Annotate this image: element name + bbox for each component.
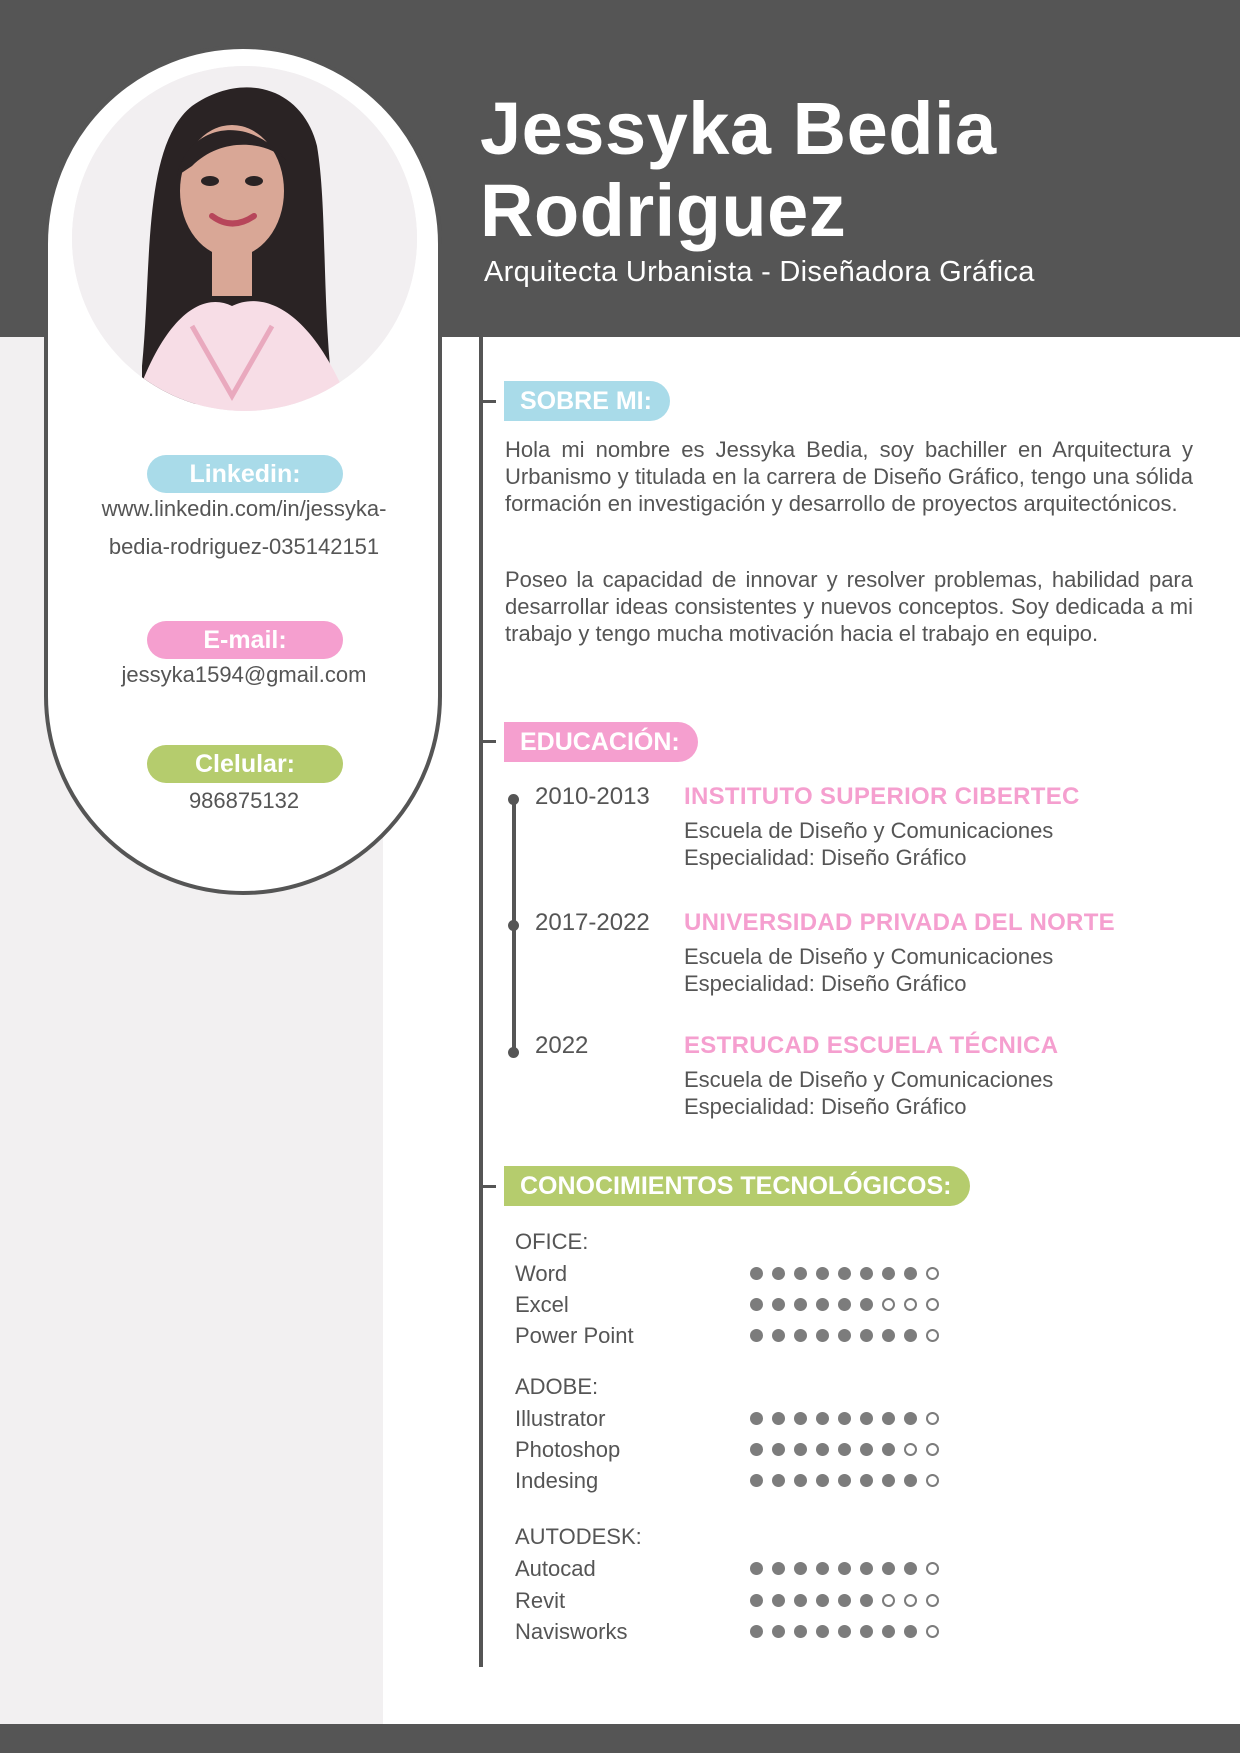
skill-group-adobe: ADOBE: <box>515 1374 599 1399</box>
education-specialty: Especialidad: Diseño Gráfico <box>684 845 967 870</box>
rating-dot-filled <box>860 1412 873 1425</box>
rating-dot-filled <box>904 1562 917 1575</box>
rating-dot-empty <box>926 1594 939 1607</box>
rating-dot-filled <box>772 1562 785 1575</box>
rating-dot-filled <box>772 1474 785 1487</box>
education-institution: UNIVERSIDAD PRIVADA DEL NORTE <box>684 909 1115 936</box>
rating-dot-empty <box>882 1298 895 1311</box>
timeline-tick-about <box>481 400 496 403</box>
rating-dot-filled <box>904 1329 917 1342</box>
rating-dot-filled <box>838 1329 851 1342</box>
rating-dot-filled <box>750 1443 763 1456</box>
rating-dot-filled <box>838 1474 851 1487</box>
rating-dot-filled <box>882 1625 895 1638</box>
about-paragraph-1: Hola mi nombre es Jessyka Bedia, soy bachiller en Arquitectura y Urbanismo y titulada en la carrera de Diseño Gráfico, tengo una sólida formación en investigación y desarrollo de proyectos arquitectónicos. <box>505 437 1193 516</box>
rating-dot-filled <box>904 1625 917 1638</box>
skill-rating <box>750 1443 948 1457</box>
skill-name: Illustrator <box>515 1406 606 1431</box>
phone-number: 986875132 <box>188 788 300 813</box>
skill-rating <box>750 1474 948 1488</box>
rating-dot-filled <box>816 1625 829 1638</box>
name-line-2: Rodriguez <box>480 169 847 252</box>
education-heading: EDUCACIÓN: <box>504 722 698 762</box>
skill-row <box>515 1320 955 1351</box>
rating-dot-filled <box>794 1329 807 1342</box>
rating-dot-filled <box>794 1562 807 1575</box>
rating-dot-filled <box>838 1625 851 1638</box>
skill-group-office: OFICE: <box>515 1229 589 1254</box>
rating-dot-filled <box>860 1594 873 1607</box>
rating-dot-filled <box>860 1267 873 1280</box>
skill-rating <box>750 1298 948 1312</box>
rating-dot-filled <box>904 1412 917 1425</box>
rating-dot-filled <box>772 1267 785 1280</box>
skill-row <box>515 1465 955 1496</box>
rating-dot-filled <box>838 1562 851 1575</box>
rating-dot-filled <box>750 1474 763 1487</box>
education-school: Escuela de Diseño y Comunicaciones <box>684 1067 1054 1092</box>
skill-name: Autocad <box>515 1556 596 1581</box>
full-name <box>480 88 1220 252</box>
rating-dot-filled <box>772 1329 785 1342</box>
linkedin-url-line-2: bedia-rodriguez-035142151 <box>108 534 380 559</box>
rating-dot-empty <box>904 1594 917 1607</box>
education-dot <box>508 920 519 931</box>
footer-band <box>0 1724 1240 1753</box>
rating-dot-filled <box>794 1474 807 1487</box>
education-years: 2010-2013 <box>535 783 650 810</box>
job-title: Arquitecta Urbanista - Diseñadora Gráfica <box>484 256 1035 288</box>
rating-dot-filled <box>750 1298 763 1311</box>
rating-dot-empty <box>926 1562 939 1575</box>
rating-dot-filled <box>816 1298 829 1311</box>
rating-dot-filled <box>816 1594 829 1607</box>
profile-photo <box>72 66 417 411</box>
skill-name: Excel <box>515 1292 569 1317</box>
rating-dot-filled <box>838 1594 851 1607</box>
about-heading: SOBRE MI: <box>504 381 670 421</box>
rating-dot-filled <box>860 1562 873 1575</box>
rating-dot-filled <box>772 1594 785 1607</box>
rating-dot-filled <box>838 1298 851 1311</box>
skill-name: Power Point <box>515 1323 634 1348</box>
rating-dot-filled <box>772 1298 785 1311</box>
rating-dot-empty <box>926 1412 939 1425</box>
education-school: Escuela de Diseño y Comunicaciones <box>684 944 1054 969</box>
skill-rating <box>750 1267 948 1281</box>
rating-dot-filled <box>882 1474 895 1487</box>
rating-dot-empty <box>882 1594 895 1607</box>
rating-dot-empty <box>926 1474 939 1487</box>
skill-row <box>515 1258 955 1289</box>
about-paragraph-2: Poseo la capacidad de innovar y resolver problemas, habilidad para desarrollar ideas consistentes y nuevos conceptos. Soy dedicada a mi trabajo y tengo mucha motivación hacia el trabajo en equipo. <box>505 567 1193 646</box>
skill-name: Revit <box>515 1588 566 1613</box>
skill-rating <box>750 1625 948 1639</box>
rating-dot-filled <box>838 1267 851 1280</box>
rating-dot-filled <box>838 1412 851 1425</box>
rating-dot-filled <box>794 1412 807 1425</box>
rating-dot-filled <box>794 1625 807 1638</box>
skill-rating <box>750 1329 948 1343</box>
rating-dot-filled <box>750 1329 763 1342</box>
rating-dot-empty <box>926 1443 939 1456</box>
rating-dot-filled <box>816 1474 829 1487</box>
skill-rating <box>750 1594 948 1608</box>
rating-dot-filled <box>882 1329 895 1342</box>
rating-dot-filled <box>750 1412 763 1425</box>
skills-heading: CONOCIMIENTOS TECNOLÓGICOS: <box>504 1166 970 1206</box>
rating-dot-filled <box>816 1443 829 1456</box>
timeline-tick-skills <box>481 1185 496 1188</box>
rating-dot-filled <box>860 1298 873 1311</box>
rating-dot-filled <box>816 1412 829 1425</box>
skill-row <box>515 1616 955 1647</box>
rating-dot-filled <box>750 1594 763 1607</box>
skill-row <box>515 1289 955 1320</box>
skill-rating <box>750 1412 948 1426</box>
education-specialty: Especialidad: Diseño Gráfico <box>684 971 967 996</box>
education-school: Escuela de Diseño y Comunicaciones <box>684 818 1054 843</box>
skill-name: Indesing <box>515 1468 599 1493</box>
rating-dot-filled <box>772 1412 785 1425</box>
rating-dot-filled <box>860 1329 873 1342</box>
rating-dot-filled <box>750 1562 763 1575</box>
rating-dot-empty <box>926 1329 939 1342</box>
rating-dot-filled <box>772 1443 785 1456</box>
rating-dot-filled <box>860 1625 873 1638</box>
profile-photo-illustration <box>72 66 417 411</box>
phone-label: Clelular: <box>147 745 343 783</box>
linkedin-url-line-1: www.linkedin.com/in/jessyka- <box>101 496 387 521</box>
name-line-1: Jessyka Bedia <box>480 87 997 170</box>
education-years: 2017-2022 <box>535 909 650 936</box>
rating-dot-empty <box>926 1267 939 1280</box>
rating-dot-empty <box>926 1298 939 1311</box>
rating-dot-filled <box>816 1267 829 1280</box>
skill-row <box>515 1434 955 1465</box>
skill-name: Navisworks <box>515 1619 628 1644</box>
skill-row <box>515 1403 955 1434</box>
linkedin-label: Linkedin: <box>147 455 343 493</box>
education-institution: ESTRUCAD ESCUELA TÉCNICA <box>684 1032 1059 1059</box>
skill-row <box>515 1553 955 1584</box>
rating-dot-filled <box>794 1267 807 1280</box>
rating-dot-filled <box>794 1594 807 1607</box>
rating-dot-filled <box>816 1562 829 1575</box>
rating-dot-filled <box>882 1412 895 1425</box>
rating-dot-filled <box>838 1443 851 1456</box>
email-address[interactable]: jessyka1594@gmail.com <box>121 662 367 687</box>
rating-dot-filled <box>904 1474 917 1487</box>
rating-dot-filled <box>750 1267 763 1280</box>
rating-dot-filled <box>860 1474 873 1487</box>
rating-dot-filled <box>904 1267 917 1280</box>
rating-dot-empty <box>926 1625 939 1638</box>
rating-dot-filled <box>882 1562 895 1575</box>
skill-group-autodesk: AUTODESK: <box>515 1524 642 1549</box>
skill-name: Word <box>515 1261 568 1286</box>
education-institution: INSTITUTO SUPERIOR CIBERTEC <box>684 783 1080 810</box>
rating-dot-filled <box>882 1443 895 1456</box>
rating-dot-filled <box>750 1625 763 1638</box>
main-timeline <box>479 337 483 1667</box>
rating-dot-filled <box>860 1443 873 1456</box>
education-specialty: Especialidad: Diseño Gráfico <box>684 1094 967 1119</box>
rating-dot-filled <box>816 1329 829 1342</box>
education-dot <box>508 794 519 805</box>
skill-row <box>515 1585 955 1616</box>
skill-rating <box>750 1562 948 1576</box>
education-dot <box>508 1047 519 1058</box>
rating-dot-filled <box>794 1298 807 1311</box>
timeline-tick-education <box>481 740 496 743</box>
education-years: 2022 <box>535 1032 589 1059</box>
rating-dot-empty <box>904 1443 917 1456</box>
linkedin-url[interactable] <box>60 490 428 566</box>
rating-dot-empty <box>904 1298 917 1311</box>
rating-dot-filled <box>772 1625 785 1638</box>
rating-dot-filled <box>882 1267 895 1280</box>
email-label: E-mail: <box>147 621 343 659</box>
rating-dot-filled <box>794 1443 807 1456</box>
skill-name: Photoshop <box>515 1437 621 1462</box>
